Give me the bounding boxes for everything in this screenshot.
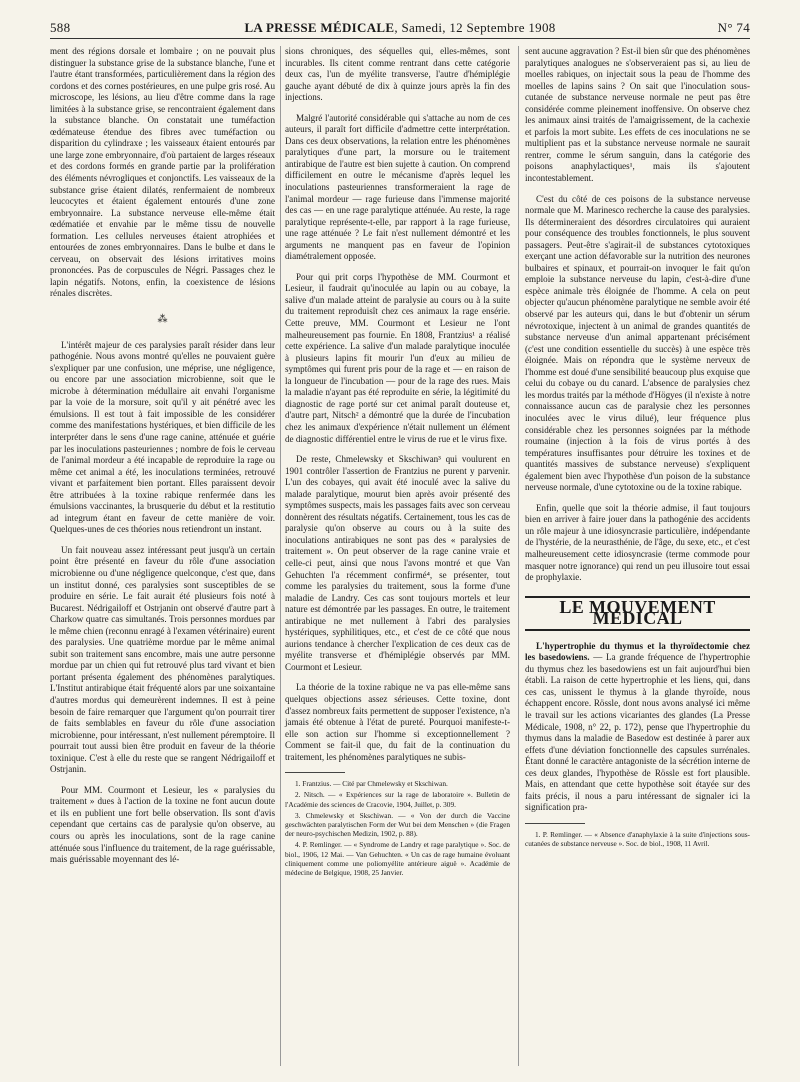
article-body: — La grande fréquence de l'hypertrophie du thymus chez les basedowiens est un fait aujourd'hui bien établi. La raison de cette hypertrophie et les liens, qui, dans ces cas, unissent le thymus à la glande thyroïde, nous échappent encore. Rössle, dont nous avons analysé ici même le travail sur les actions vicariantes des glandes (La Presse Médicale, 1908, n° 22, p. 172), pense que l'hypertrophie du thymus dans la maladie de Basedow est destinée à parer aux effets d'une déviation fonctionnelle des capsules surrénales. Étant donné le caractère antagoniste de la sécrétion interne de ces deux glandes, l'hypothèse de Rössle est fort plausible. Mais, en attendant que cette hypothèse soit étayée sur des faits précis, il nous a paru intéressant de signaler ici la signification pra-	[525, 652, 750, 813]
footnote-rule	[285, 772, 345, 773]
footnote: 1. Frantzius. — Cité par Chmelewsky et Skschiwan.	[295, 779, 448, 789]
article-paragraph	[525, 641, 750, 814]
paragraph: Un fait nouveau assez intéressant peut jusqu'à un certain point être présenté en faveur du rôle d'une association microbienne ou d'une négligence quelconque, c'est que, dans un institut donné, ces paralysies sont susceptibles de se produire en série. Le fait aurait été plusieurs fois noté à Bucarest. Nédrigailoff et Ostrjanin ont observé d'autre part à Charkow quatre cas simultanés. Trois personnes mordues par le même chien (reconnu enragé à l'examen vétérinaire) eurent des paralysies. Une quatrième mordue par le même animal subit son traitement sans encombre, mais une autre personne mordue par un chien qui fut retrouvé plus tard vivant et bien portant présenta également des phénomènes paralytiques. L'Institut antirabique était fréquenté alors par une soixantaine d'autres mordus qui demeurèrent indemnes. Il est à peine besoin de faire remarquer que l'argument qu'on pourrait tirer de faits semblables en faveur du rôle d'une association microbienne, pour intéressant, n'est nullement péremptoire. Il pourrait tout aussi bien être produit en faveur de la théorie toxinique. C'est à elle du reste que se rangent Nédrigailoff et Ostrjanin.	[50, 544, 275, 775]
column-middle	[285, 46, 510, 879]
issue-number: N° 74	[717, 20, 750, 35]
journal-title: LA PRESSE MÉDICALE	[244, 20, 395, 35]
column-divider	[518, 46, 519, 1066]
column-left	[50, 46, 275, 875]
running-head: LA PRESSE MÉDICALE, Samedi, 12 Septembre 1908	[244, 20, 556, 35]
paragraph: Enfin, quelle que soit la théorie admise, il faut toujours bien en arriver à faire jouer dans la pathogénie des accidents un rôle majeur à une idiosyncrasie particulière, indépendante de l'hystérie, de la neurasthénie, de l'âge, du sexe, etc., et c'est malheureusement cette idiosyncrasie (terme commode pour masquer notre ignorance) qui rend un peu illusoire tout essai de prophylaxie.	[525, 502, 750, 583]
footnotes	[525, 830, 750, 848]
footnote: 4. P. Remlinger. — « Syndrome de Landry et rage paralytique ». Soc. de biol., 1906, 12 Mai. — Van Gehuchten. « Un cas de rage humaine évoluant cliniquement comme une poliomyélite antérieure aiguë ». Académie de médecine de Belgique, 1908, 25 Janvier.	[285, 840, 510, 878]
paragraph: L'intérêt majeur de ces paralysies paraît résider dans leur pathogénie. Nous avons montré qu'elles ne pouvaient guère s'expliquer par une confusion, une méprise, une négligence, ou encore par une association microbienne, soit que le microbe à détermination médullaire ait envahi l'organisme par la voie de la morsure, soit qu'il y ait pénétré avec les émulsions. Il est tout à fait impossible de les considérer comme des manifestations hystériques, et bien difficile de les interpréter dans le sens d'une rage canine, atténuée et guérie par les inoculations pasteuriennes ; nombre de fois le cerveau de l'animal mordeur a été incapable de reproduire la rage ou même cet animal a été, les inoculations terminées, retrouvé vivant et parfaitement bien portant. Elles paraissent devoir être attribuées à la toxine rabique renfermée dans les émulsions vaccinantes, la brusquerie du début et la restitutio ad integrum étant en faveur de cette manière de voir. Quelques-unes de ces théories nous retiendront un instant.	[50, 339, 275, 535]
header-rule	[50, 38, 750, 39]
section-separator: ⁂	[157, 314, 168, 326]
page-header	[50, 20, 750, 36]
paragraph: C'est du côté de ces poisons de la substance nerveuse normale que M. Marinesco recherche la cause des paralysies. Ils détermineraient des désordres circulatoires qui auraient pour conséquence des troubles fonctionnels, le plus souvent passagers. Peut-être s'agirait-il de substances cytotoxiques exerçant une action défavorable sur la nutrition des neurones bulbaires et spinaux, et pourrait-on invoquer le fait qu'on emploie la substance nerveuse du lapin, c'est-à-dire d'une espèce animale très éloignée de l'homme. A cela on peut objecter qu'aucun phénomène paralytique ne semble avoir été observé par les auteurs qui, dans le but d'obtenir un sérum névrotoxique, injectent à un animal de grandes quantités de substance nerveuse d'un animal appartenant précisément (c'est une condition essentielle du succès) à une espèce très éloignée. Mais on répondra que le système nerveux de l'homme est doué d'une sensibilité beaucoup plus exquise que celui du cobaye ou du canard. L'absence de paralysies chez les mordus traités par la méthode d'Högyes (il n'existe à notre connaissance aucun cas de paralysie chez les personnes inoculées avec le virus dilué), leur fréquence plus considérable chez les personnes soignées par la méthode roumaine (injection à la fois de virus portés à des températures insuffisantes pour détruire les toxines et de quantités massives de substance nerveuse) s'expliquent également bien avec l'hypothèse d'un poison de la substance nerveuse normale, d'une cytotoxine ou de la toxine rabique.	[525, 193, 750, 493]
paragraph: De reste, Chmelewsky et Skschiwan³ qui voulurent en 1901 contrôler l'assertion de Frantzius ne purent y parvenir. L'un des cobayes, qui avait été inoculé avec la salive du malade paralytique, mourut bien après avoir présenté des symptômes suspects, mais les passages faits avec son cerveau donnèrent des résultats négatifs. Certainement, tous les cas de paralysie qu'on observe au cours ou à la suite des inoculations antirabiques ne sont pas des « paralysies de traitement ». On peut observer de la rage canine vraie et celle-ci peut, ainsi que nous l'avons montré et que Van Gehuchten l'a récemment confirmé⁴, se présenter, tout comme les paralysies du traitement, sous la forme d'une maladie de Landry. Ces cas sont toujours mortels et leur nature est démontrée par les passages. En outre, le traitement antirabique ne met nullement à l'abri des paralysies hystériques, syphilitiques, etc., et c'est de ce côté que nous aurions tendance à chercher l'explication de ces deux cas de myélite transverse et d'hémiplégie observés par MM. Courmont et Lesieur.	[285, 454, 510, 672]
paragraph: Pour qui prit corps l'hypothèse de MM. Courmont et Lesieur, il faudrait qu'inoculée au lapin ou au cobaye, la salive d'un malade atteint de paralysie au cours ou à la suite du traitement reproduisît chez ces animaux la rage ensérie. Cette preuve, MM. Courmont et Lesieur ne l'ont malheureusement pas fournie. En 1808, Frantzius¹ a réalisé cette expérience. La salive d'un malade paralytique inoculée à plusieurs lapins fit mourir l'un d'eux au milieu de symptômes qui furent pris pour de la rage et — en raison de la longueur de l'incubation — pour de la rage des rues. Mais la maladie n'ayant pas été reproduite en série, la légitimité du diagnostic de rage porté sur cet animal paraît douteuse et, d'autre part, Nitsch² a démontré que la durée de l'incubation chez les animaux d'expérience n'était nullement un élément de diagnostic différentiel entre le virus de rue et le virus fixe.	[285, 271, 510, 444]
footnote: 2. Nitsch. — « Expériences sur la rage de laboratoire ». Bulletin de l'Académie des sciences de Cracovie, 1904, Juillet, p. 309.	[285, 790, 510, 809]
article-title: L'hypertrophie du thymus et la thyroïdectomie chez les basedowiens.	[525, 640, 750, 663]
section-banner: LE MOUVEMENT MÉDICAL	[525, 596, 750, 631]
footnote: 3. Chmelewsky et Skschiwan. — « Von der durch die Vaccine geschwächten paralytischen Form der Wut bei dem Menschen » (die Fragen der neuro-psychischen Medizin, 1902, p. 88).	[285, 810, 510, 839]
footnote: 1. P. Remlinger. — « Absence d'anaphylaxie à la suite d'injections sous-cutanées de substance nerveuse ». Soc. de biol., 1908, 11 Avril.	[525, 829, 750, 849]
paragraph: Malgré l'autorité considérable qui s'attache au nom de ces auteurs, il paraît fort difficile d'admettre cette interprétation. Dans ces deux observations, la relation entre les phénomènes paralytiques d'une part, la morsure ou le traitement antirabique de l'autre est bien sujette à caution. On comprend difficilement en outre le mécanisme d'après lequel les inoculations pasteuriennes transformeraient la rage de l'animal mordeur — rage furieuse dans l'immense majorité des cas — en une rage paralytique atténuée. Au reste, la rage paralytique représente-t-elle, par rapport à la rage furieuse, une rage atténuée ? Le fait n'est nullement démontré et les arguments ne manquent pas en faveur de l'opinion diamétralement opposée.	[285, 112, 510, 262]
issue-date: Samedi, 12 Septembre 1908	[401, 20, 556, 35]
footnotes	[285, 779, 510, 877]
paragraph: sent aucune aggravation ? Est-il bien sûr que des phénomènes paralytiques analogues ne s'observeraient pas si, au lieu de moelles rabiques, on injectait sous la peau de l'homme des moelles de lapins sains ? On sait que l'inoculation sous-cutanée de substance nerveuse normale ne peut pas être considérée comme pleinement inoffensive. On observe chez les animaux ainsi traités de l'amaigrissement, de la cachexie et parfois la mort subite. Les effets de ces inoculations ne se multiplient pas et la substance nerveuse normale ne saurait rentrer, comme le sérum sanguin, dans la catégorie des poisons anaphylactiques¹, mais ils s'ajoutent incontestablement.	[525, 46, 750, 184]
page-number: 588	[50, 20, 71, 35]
column-divider	[280, 46, 281, 1066]
paragraph: ment des régions dorsale et lombaire ; on ne pouvait plus distinguer la substance grise de la substance blanche, l'une et l'autre étant transformées, particulièrement dans la région des cordons et des cornes postérieures, en une pulpe gris rosé. Au microscope, les lésions, au lieu d'être comme dans la rage limitées à la substance grise, se rencontraient également dans la substance blanche. On constatait une tuméfaction œdémateuse étendue des fibres avec tuméfaction ou disparition du cylindraxe ; les vaisseaux étaient entourés par une large zone embryonnaire, d'où partaient de larges réseaux et des cordons formés en grande partie par la prolifération des éléments névrogliques et conjonctifs. Les vaisseaux de la substance grise étaient dilatés, renfermaient de nombreux leucocytes et étaient également entourés d'une zone embryonnaire. La substance nerveuse elle-même était œdématiée et envahie par le même tissu de nouvelle formation. Les cellules nerveuses étaient atrophiées et entourées de zones embryonnaires. Dans le bulbe et dans le cerveau, on observait des lésions irritatives moins prononcées. Pas de corpuscules de Négri. Passages chez le lapin négatifs. Notons, enfin, la coexistence de lésions rénales discrètes.	[50, 46, 275, 299]
paragraph: Pour MM. Courmont et Lesieur, les « paralysies du traitement » dues à l'action de la toxine ne font aucun doute et ils en publient une fort belle observation. Ils sont d'avis cependant que certains cas de paralysie qu'on observe, au cours ou après les inoculations, sont de la rage canine atténuée sous l'influence du traitement, de la rage guérissable, mais guérissable moyennant des lé-	[50, 784, 275, 865]
paragraph: sions chroniques, des séquelles qui, elles-mêmes, sont incurables. Ils citent comme rentrant dans cette catégorie deux cas, l'un de myélite transverse, l'autre d'hémiplégie gauche ayant débuté de dix à quinze jours après la fin des injections.	[285, 46, 510, 103]
column-right	[525, 46, 750, 850]
footnote-rule	[525, 823, 585, 824]
paragraph: La théorie de la toxine rabique ne va pas elle-même sans quelques objections assez sérieuses. Cette toxine, dont d'assez nombreux faits permettent de supposer l'existence, n'a jamais été obtenue à l'état de pureté. Pourquoi manifeste-t-elle son action sur l'homme si exceptionnellement ? Comment se fait-il que, du fait de la continuation du traitement, les phénomènes paralytiques ne subis-	[285, 682, 510, 762]
